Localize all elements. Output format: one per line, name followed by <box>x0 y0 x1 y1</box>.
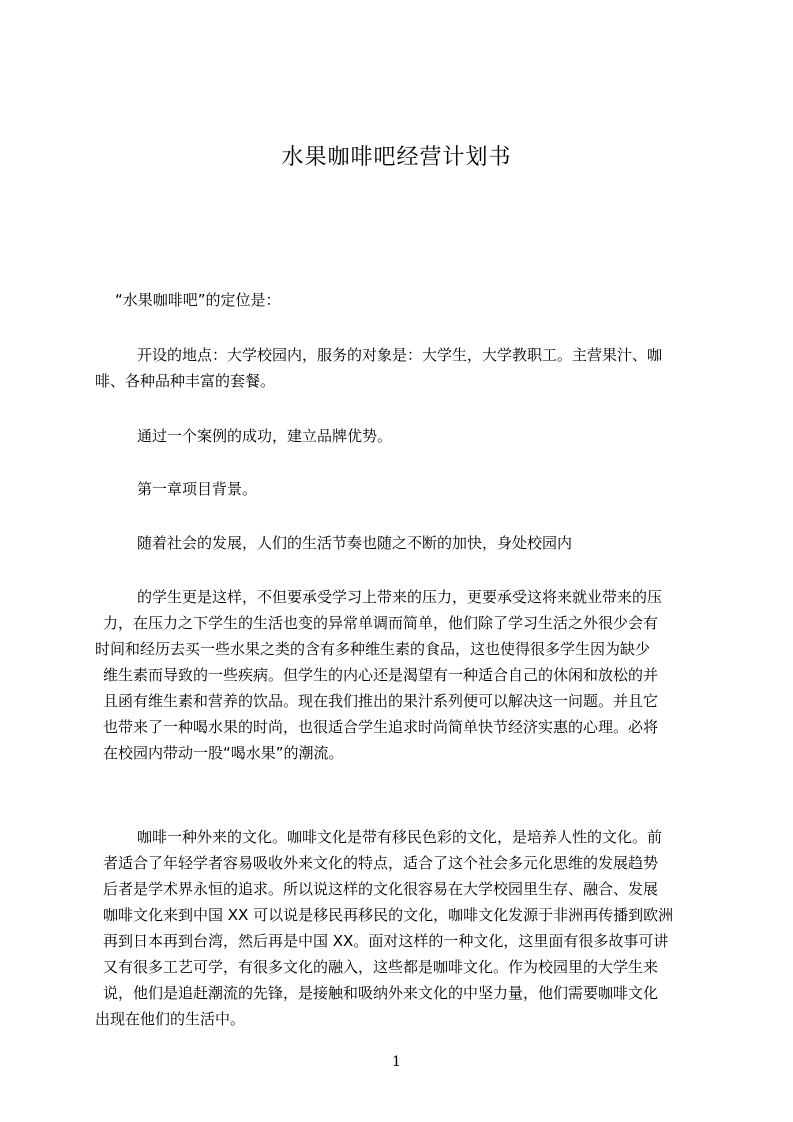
paragraph-brand <box>95 423 699 449</box>
document-title: 水果咖啡吧经营计划书 <box>281 145 512 170</box>
paragraph-line: “水果咖啡吧”的定位是： <box>115 291 281 309</box>
paragraph-line: 咖啡文化来到中国 XX 可以说是移民再移民的文化，咖啡文化发源于非洲再传播到欧洲 <box>103 906 674 924</box>
paragraph-line: 又有很多工艺可学，有很多文化的融入，这些都是咖啡文化。作为校园里的大学生来 <box>103 958 659 976</box>
paragraph-line <box>95 766 699 792</box>
paragraph-line: 后者是学术界永恒的追求。所以说这样的文化很容易在大学校园里生存、融合、发展 <box>103 880 659 898</box>
paragraph-line: 时间和经历去买一些水果之类的含有多种维生素的食品，这也使得很多学生因为缺少 <box>95 640 651 658</box>
paragraph-coffee-culture <box>95 824 699 1032</box>
paragraph-line: 啡、各种品种丰富的套餐。 <box>95 372 276 390</box>
paragraph-line: 的学生更是这样，不但要承受学习上带来的压力，更要承受这将来就业带来的压 <box>137 588 663 606</box>
paragraph-location <box>95 342 699 394</box>
paragraph-line: 通过一个案例的成功，建立品牌优势。 <box>137 427 393 445</box>
paragraph-line: 咖啡一种外来的文化。咖啡文化是带有移民色彩的文化，是培养人性的文化。前 <box>137 828 663 846</box>
paragraph-line: 者适合了年轻学者容易吸收外来文化的特点，适合了这个社会多元化思维的发展趋势 <box>103 854 659 872</box>
paragraph-line: 第一章项目背景。 <box>137 480 258 498</box>
paragraph-line: 力，在压力之下学生的生活也变的异常单调而简单，他们除了学习生活之外很少会有 <box>103 614 659 632</box>
paragraph-line: 也带来了一种喝水果的时尚，也很适合学生追求时尚简单快节经济实惠的心理。必将 <box>103 718 659 736</box>
paragraph-line: 再到日本再到台湾，然后再是中国 XX。面对这样的一种文化，这里面有很多故事可讲 <box>103 932 669 950</box>
paragraph-line: 且函有维生素和营养的饮品。现在我们推出的果汁系列便可以解决这一问题。并且它 <box>103 692 659 710</box>
paragraph-background-intro <box>95 530 699 556</box>
paragraph-line: 维生素而导致的一些疾病。但学生的内心还是渴望有一种适合自己的休闲和放松的并 <box>103 666 659 684</box>
paragraph-line: 随着社会的发展，人们的生活节奏也随之不断的加快，身处校园内 <box>137 534 573 552</box>
paragraph-students <box>95 584 699 792</box>
paragraph-line: 在校园内带动一股“喝水果”的潮流。 <box>103 744 344 762</box>
paragraph-positioning <box>95 287 699 313</box>
paragraph-line: 说，他们是追赶潮流的先锋，是接触和吸纳外来文化的中坚力量，他们需要咖啡文化 <box>103 984 659 1002</box>
page-number: 1 <box>392 1054 401 1070</box>
paragraph-line: 出现在他们的生活中。 <box>95 1010 246 1028</box>
paragraph-line: 开设的地点：大学校园内，服务的对象是：大学生，大学教职工。主营果汁、咖 <box>137 346 663 364</box>
paragraph-chapter-heading <box>95 476 699 502</box>
